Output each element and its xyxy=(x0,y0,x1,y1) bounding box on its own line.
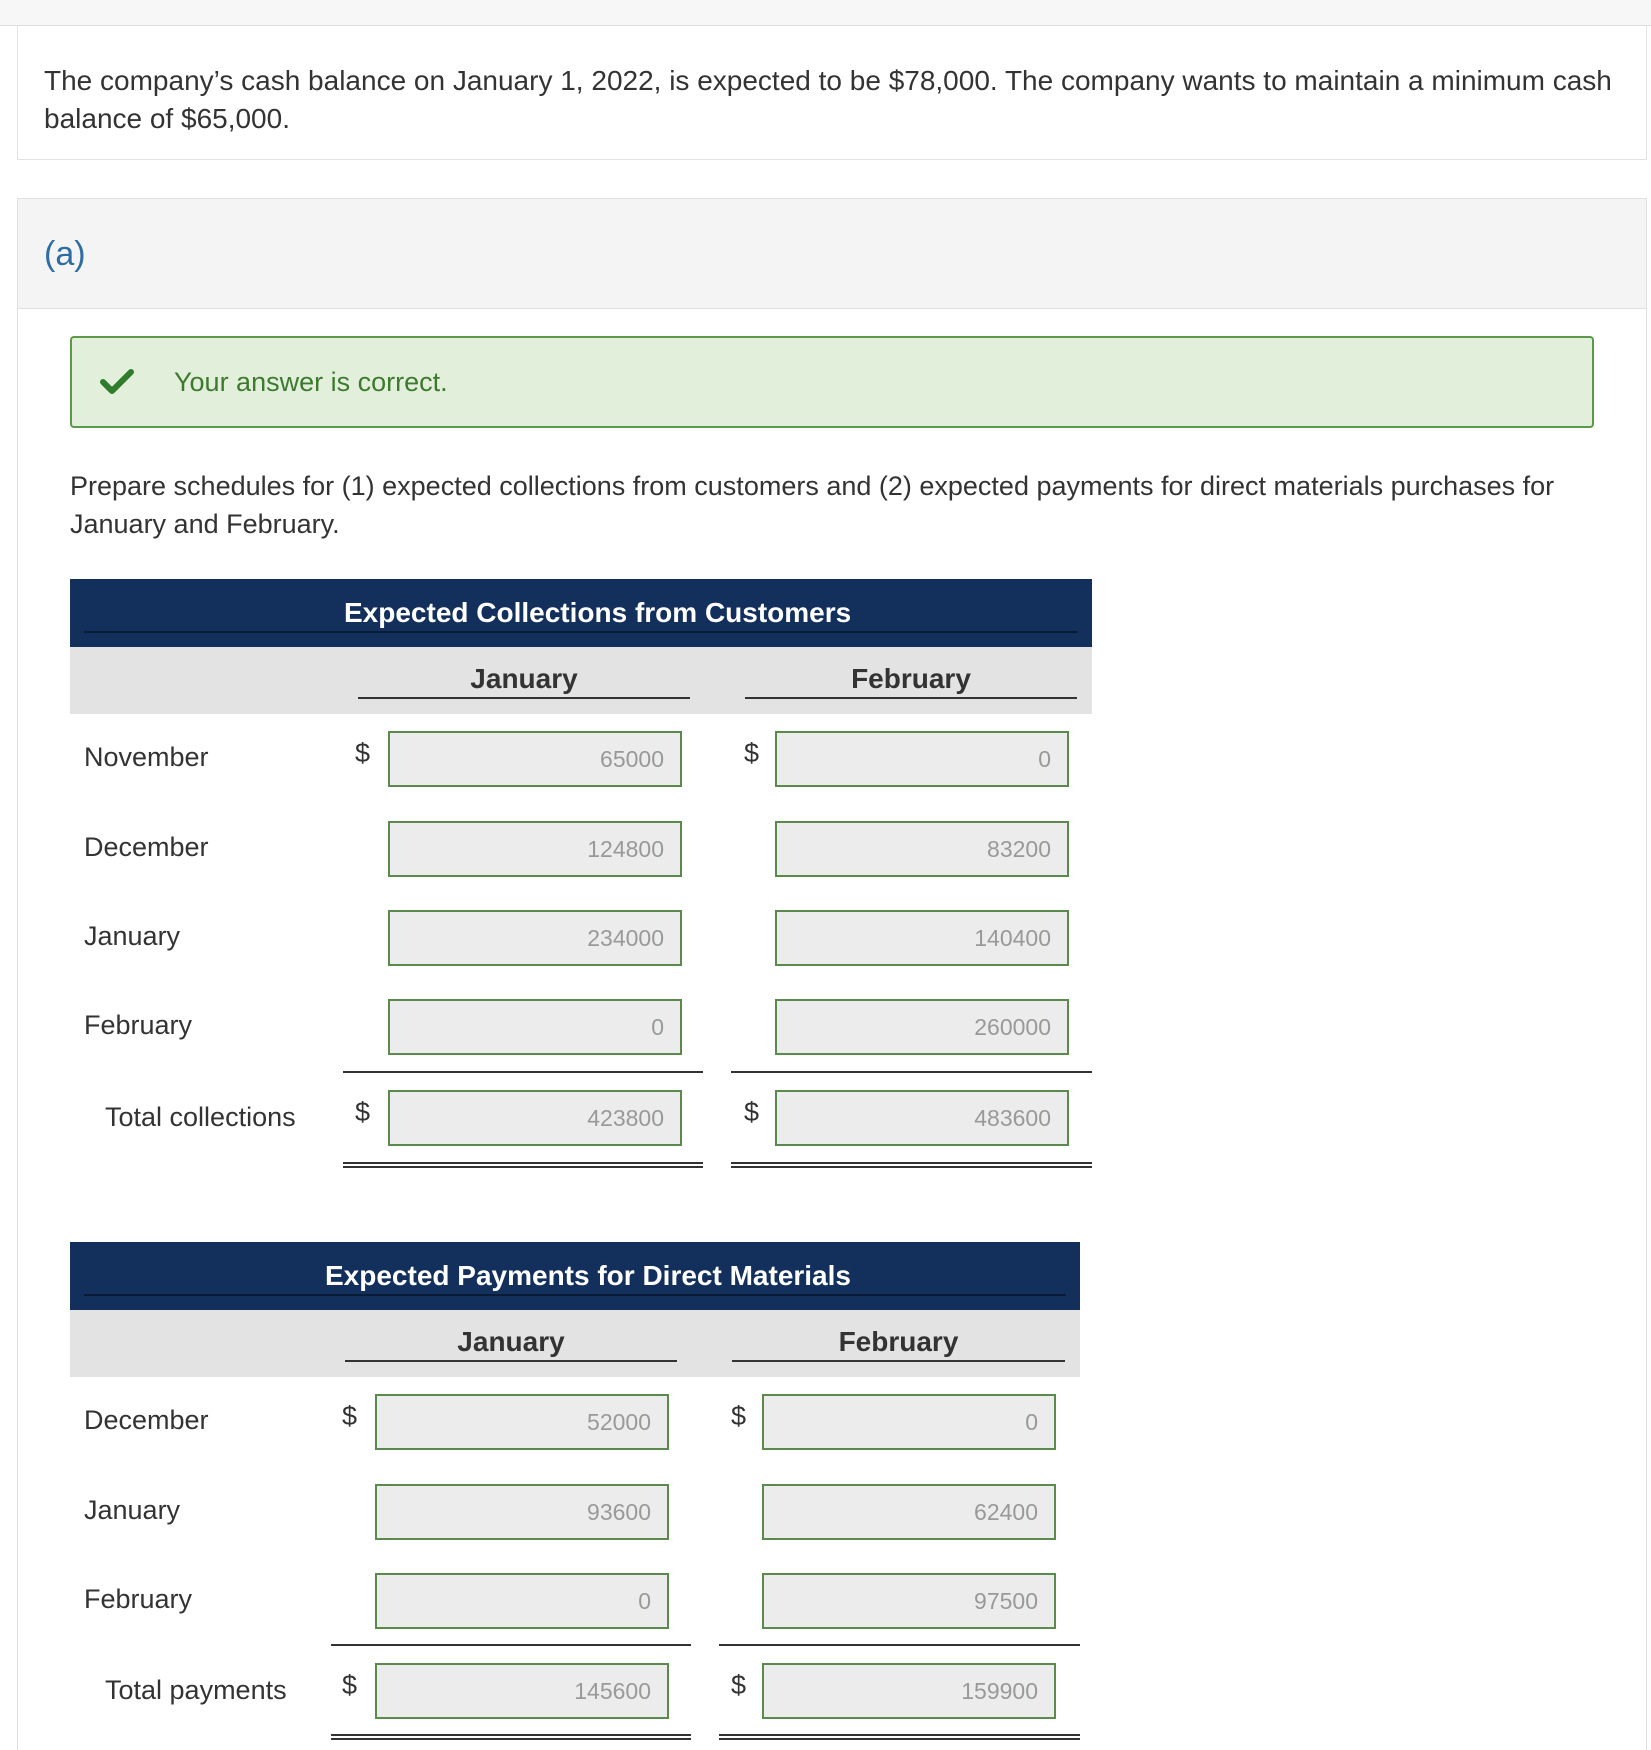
currency-symbol: $ xyxy=(731,1670,747,1700)
payments-title: Expected Payments for Direct Materials xyxy=(325,1260,851,1291)
payments-row-label: January xyxy=(84,1495,181,1525)
collections-jan-feb-input[interactable] xyxy=(775,910,1069,966)
total-double-rule xyxy=(719,1734,1080,1740)
collections-feb-jan-input[interactable] xyxy=(388,999,682,1055)
payments-feb-jan-input[interactable] xyxy=(375,1573,669,1629)
subtotal-rule xyxy=(343,1071,703,1073)
payments-title-bar xyxy=(70,1242,1080,1310)
payments-feb-feb-input[interactable] xyxy=(762,1573,1056,1629)
intro-text: The company’s cash balance on January 1, 2022, is expected to be $78,000. The company wants to maintain a minimum cash balance of $65,000. xyxy=(44,65,1612,134)
collections-row-label: December xyxy=(84,832,209,862)
correct-answer-banner xyxy=(70,336,1594,428)
currency-symbol: $ xyxy=(731,1401,747,1431)
payments-row-label: February xyxy=(84,1584,193,1614)
payments-jan-jan-input[interactable] xyxy=(375,1484,669,1540)
checkmark-icon xyxy=(100,369,134,395)
payments-col-january: January xyxy=(345,1326,677,1362)
payments-jan-feb-input[interactable] xyxy=(762,1484,1056,1540)
payments-total-feb-input[interactable] xyxy=(762,1663,1056,1719)
part-label: (a) xyxy=(18,199,1646,309)
banner-message: Your answer is correct. xyxy=(174,366,448,397)
intro-card xyxy=(17,26,1647,160)
collections-total-jan-input[interactable] xyxy=(388,1090,682,1146)
total-double-rule xyxy=(331,1734,691,1740)
payments-col-february: February xyxy=(732,1326,1065,1362)
collections-dec-feb-input[interactable] xyxy=(775,821,1069,877)
total-double-rule xyxy=(343,1162,703,1168)
collections-row-label: February xyxy=(84,1010,193,1040)
collections-col-january: January xyxy=(358,663,690,699)
collections-row-label: January xyxy=(84,921,181,951)
collections-feb-feb-input[interactable] xyxy=(775,999,1069,1055)
payments-total-jan-input[interactable] xyxy=(375,1663,669,1719)
part-a-section xyxy=(17,198,1647,1750)
collections-dec-jan-input[interactable] xyxy=(388,821,682,877)
collections-nov-jan-input[interactable] xyxy=(388,731,682,787)
payments-dec-feb-input[interactable] xyxy=(762,1394,1056,1450)
collections-jan-jan-input[interactable] xyxy=(388,910,682,966)
currency-symbol: $ xyxy=(342,1670,358,1700)
currency-symbol: $ xyxy=(355,738,371,768)
subtotal-rule xyxy=(331,1644,691,1646)
collections-title: Expected Collections from Customers xyxy=(344,597,852,628)
currency-symbol: $ xyxy=(744,738,760,768)
currency-symbol: $ xyxy=(355,1097,371,1127)
payments-dec-jan-input[interactable] xyxy=(375,1394,669,1450)
collections-col-february: February xyxy=(745,663,1077,699)
payments-total-label: Total payments xyxy=(105,1675,287,1705)
question-prompt: Prepare schedules for (1) expected collections from customers and (2) expected payments for direct materials purchases for January and February. xyxy=(70,471,1555,539)
total-double-rule xyxy=(731,1162,1092,1168)
collections-title-bar xyxy=(70,579,1092,647)
collections-row-label: November xyxy=(84,742,209,772)
currency-symbol: $ xyxy=(342,1401,358,1431)
payments-row-label: December xyxy=(84,1405,209,1435)
collections-nov-feb-input[interactable] xyxy=(775,731,1069,787)
collections-total-label: Total collections xyxy=(105,1102,296,1132)
subtotal-rule xyxy=(719,1644,1080,1646)
currency-symbol: $ xyxy=(744,1097,760,1127)
subtotal-rule xyxy=(731,1071,1092,1073)
collections-total-feb-input[interactable] xyxy=(775,1090,1069,1146)
top-strip xyxy=(0,0,1651,26)
